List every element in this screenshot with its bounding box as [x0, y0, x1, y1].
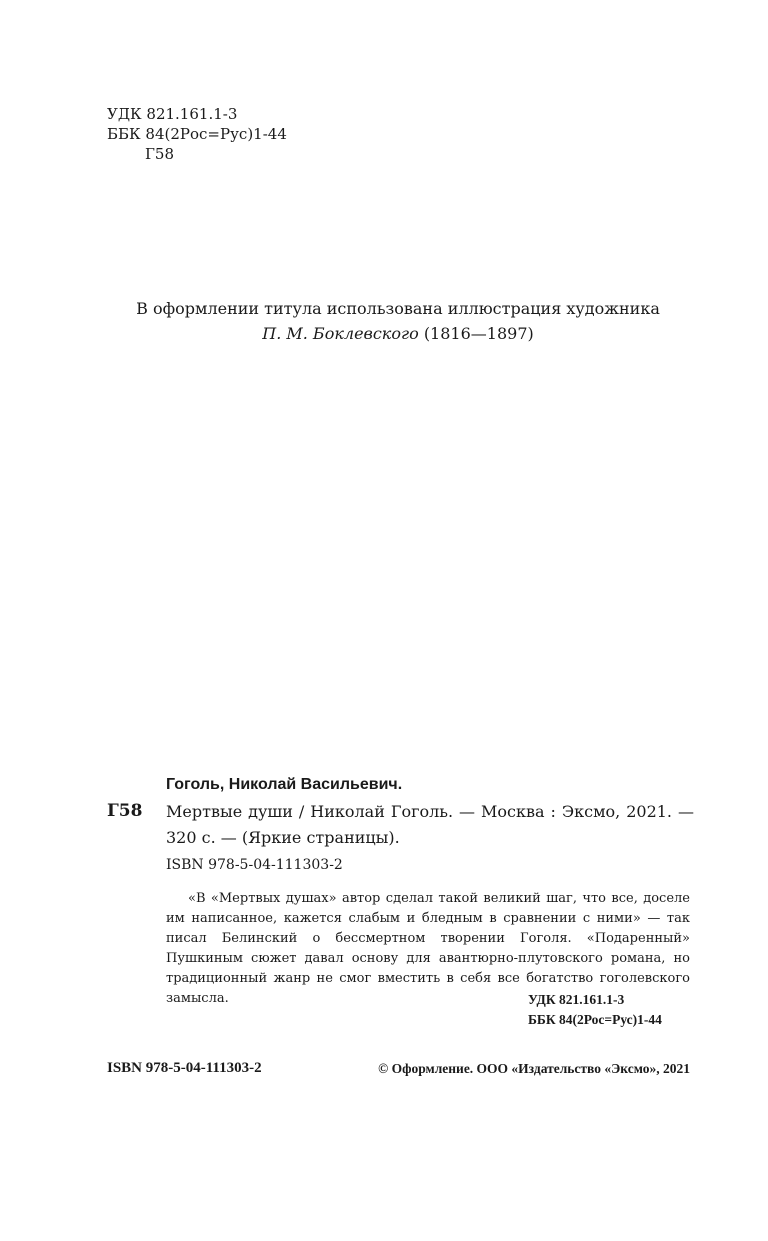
copyright-notice: © Оформление. ООО «Издательство «Эксмо», 2021	[378, 1061, 690, 1076]
author-mark-top: Г58	[145, 145, 175, 163]
author-heading: Гоголь, Николай Васильевич.	[166, 776, 403, 793]
bbk-code: ББК 84(2Рос=Рус)1-44	[528, 1012, 662, 1027]
udk-code: УДК 821.161.1-3	[528, 992, 625, 1007]
isbn-footer: ISBN 978-5-04-111303-2	[107, 1060, 262, 1076]
artist-name: П. М. Боклевского	[262, 324, 419, 343]
illustration-credit-line2	[0, 322, 768, 346]
annotation-text: «В «Мертвых душах» автор сделал такой великий шаг, что все, доселе им написанное, кажется слабым и бледным в сравнении с ними» — так писал Белинский о бессмертном творении Гоголя. «Подаренный» Пушкиным сюжет давал основу для авантюрно-плутовского романа, но традиционный жанр не смог вместить в себя все богатство гоголевского замысла.	[166, 891, 690, 1006]
classification-block	[528, 990, 662, 1030]
udk-code-top: УДК 821.161.1-3	[107, 105, 238, 123]
artist-years: (1816—1897)	[423, 324, 534, 343]
bibliographic-description: Мертвые души / Николай Гоголь. — Москва : Эксмо, 2021. — 320 с. — (Яркие страницы).	[166, 802, 694, 847]
illustration-credit-line1: В оформлении титула использована иллюстрация художника	[136, 299, 660, 318]
author-mark: Г58	[107, 801, 143, 821]
bbk-code-top: ББК 84(2Рос=Рус)1-44	[107, 125, 287, 143]
isbn-record: ISBN 978-5-04-111303-2	[166, 857, 343, 873]
